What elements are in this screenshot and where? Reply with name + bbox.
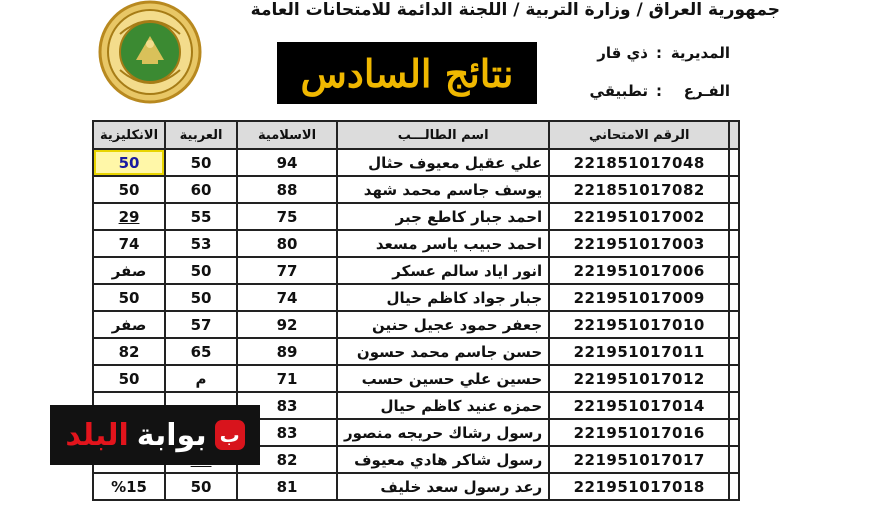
exam-number: 221951017011 (549, 338, 729, 365)
exam-number: 221951017014 (549, 392, 729, 419)
edge-cell (729, 121, 739, 149)
islamic-score: 81 (237, 473, 337, 500)
watermark-logo (50, 405, 260, 465)
table-row (93, 176, 739, 203)
student-name: علي عقيل معيوف حثال (337, 149, 549, 176)
brand-icon: ب (215, 420, 245, 450)
islamic-score: 89 (237, 338, 337, 365)
english-score: 50 (93, 284, 165, 311)
edge-cell (729, 230, 739, 257)
english-score: 82 (93, 338, 165, 365)
exam-number: 221951017012 (549, 365, 729, 392)
column-header: الانكليزية (93, 121, 165, 149)
column-header: الرقم الامتحاني (549, 121, 729, 149)
student-name: حمزه عنيد كاظم حيال (337, 392, 549, 419)
arabic-score: 53 (165, 230, 237, 257)
column-header: العربية (165, 121, 237, 149)
edge-cell (729, 257, 739, 284)
student-name: رسول شاكر هادي معيوف (337, 446, 549, 473)
brand-name-part-a: بوابة (136, 417, 207, 453)
student-name: احمد حبيب ياسر مسعد (337, 230, 549, 257)
arabic-score: 60 (165, 176, 237, 203)
arabic-score: 55 (165, 203, 237, 230)
islamic-score: 83 (237, 419, 337, 446)
edge-cell (729, 392, 739, 419)
islamic-score: 92 (237, 311, 337, 338)
student-name: احمد جبار كاطع جبر (337, 203, 549, 230)
edge-cell (729, 338, 739, 365)
edge-cell (729, 446, 739, 473)
english-score: 74 (93, 230, 165, 257)
table-row (93, 257, 739, 284)
table-row (93, 338, 739, 365)
student-name: حسين علي حسين حسب (337, 365, 549, 392)
branch-value: تطبيقي (589, 82, 648, 100)
arabic-score: 50 (165, 284, 237, 311)
table-row (93, 365, 739, 392)
arabic-score: 50 (165, 149, 237, 176)
edge-cell (729, 365, 739, 392)
column-header: اسم الطالـــب (337, 121, 549, 149)
branch-label: الفـرع (683, 82, 730, 100)
table-row (93, 230, 739, 257)
exam-number: 221951017018 (549, 473, 729, 500)
page-title: نتائج السادس (300, 50, 514, 96)
column-header: الاسلامية (237, 121, 337, 149)
colon: : (656, 44, 662, 62)
exam-number: 221951017017 (549, 446, 729, 473)
table-row (93, 473, 739, 500)
edge-cell (729, 473, 739, 500)
edge-cell (729, 311, 739, 338)
table-header-row (93, 121, 739, 149)
islamic-score: 74 (237, 284, 337, 311)
islamic-score: 75 (237, 203, 337, 230)
islamic-score: 83 (237, 392, 337, 419)
exam-number: 221851017082 (549, 176, 729, 203)
arabic-score: 50 (165, 473, 237, 500)
branch-row (590, 82, 730, 100)
english-score: صفر (93, 311, 165, 338)
student-name: انور اياد سالم عسكر (337, 257, 549, 284)
exam-number: 221951017016 (549, 419, 729, 446)
exam-number: 221951017002 (549, 203, 729, 230)
exam-number: 221951017010 (549, 311, 729, 338)
islamic-score: 82 (237, 446, 337, 473)
english-score: 50 (93, 365, 165, 392)
islamic-score: 88 (237, 176, 337, 203)
edge-cell (729, 176, 739, 203)
exam-number: 221951017003 (549, 230, 729, 257)
student-name: رسول رشاك حريجه منصور (337, 419, 549, 446)
edge-cell (729, 419, 739, 446)
exam-number: 221951017006 (549, 257, 729, 284)
table-row (93, 284, 739, 311)
english-score: 29 (93, 203, 165, 230)
arabic-score: 57 (165, 311, 237, 338)
english-score: 50 (93, 149, 165, 176)
edge-cell (729, 203, 739, 230)
exam-number: 221951017009 (549, 284, 729, 311)
table-row (93, 203, 739, 230)
exam-number: 221851017048 (549, 149, 729, 176)
edge-cell (729, 149, 739, 176)
title-banner (277, 42, 537, 104)
islamic-score: 80 (237, 230, 337, 257)
arabic-score: م (165, 365, 237, 392)
islamic-score: 77 (237, 257, 337, 284)
islamic-score: 71 (237, 365, 337, 392)
english-score: صفر (93, 257, 165, 284)
student-name: جبار جواد كاظم حيال (337, 284, 549, 311)
directorate-row (597, 44, 730, 62)
colon: : (656, 82, 662, 100)
student-name: حسن جاسم محمد حسون (337, 338, 549, 365)
edge-cell (729, 284, 739, 311)
student-name: يوسف جاسم محمد شهد (337, 176, 549, 203)
ministry-header: جمهورية العراق / وزارة التربية / اللجنة الدائمة للامتحانات العامة (250, 0, 780, 20)
english-score: 50 (93, 176, 165, 203)
islamic-score: 94 (237, 149, 337, 176)
arabic-score: 50 (165, 257, 237, 284)
table-row (93, 149, 739, 176)
student-name: جعفر حمود عجيل حنين (337, 311, 549, 338)
english-score: %15 (93, 473, 165, 500)
arabic-score: 65 (165, 338, 237, 365)
student-name: رعد رسول سعد خليف (337, 473, 549, 500)
brand-name-part-b: البلد (65, 417, 129, 453)
table-row (93, 311, 739, 338)
directorate-label: المديرية (670, 44, 730, 62)
ministry-seal-logo (92, 0, 208, 110)
directorate-value: ذي قار (597, 44, 648, 62)
